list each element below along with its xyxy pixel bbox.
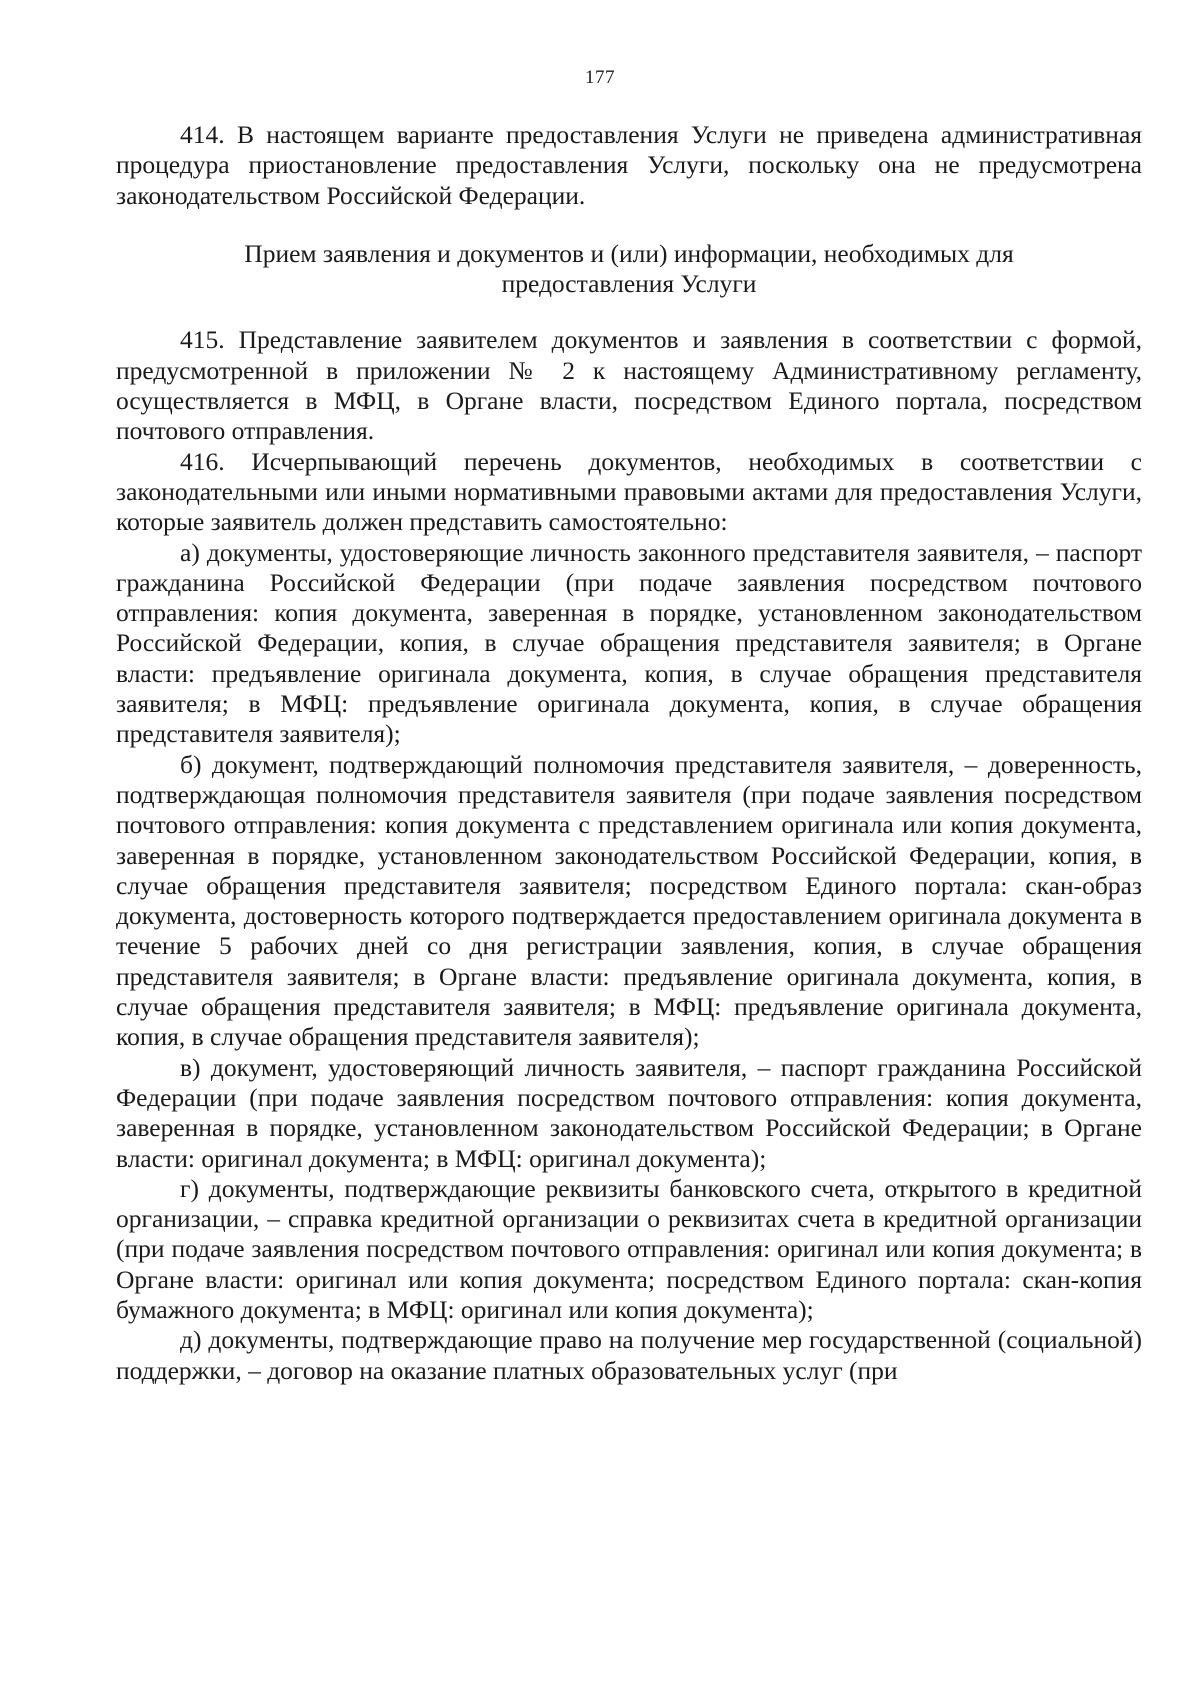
document-body: [116, 120, 1142, 1386]
spacer: [116, 299, 1142, 325]
spacer: [116, 211, 1142, 239]
section-heading: Прием заявления и документов и (или) информации, необходимых для предоставления Услуги: [244, 238, 1014, 299]
paragraph-416: 416. Исчерпывающий перечень документов, необходимых в соответствии с законодательными или иными нормативными правовыми актами для предоставления Услуги, которые заявитель должен представить самостоятельно:: [116, 446, 1142, 537]
paragraph-414: 414. В настоящем варианте предоставления Услуги не приведена административная процедура приостановление предоставления Услуги, поскольку она не предусмотрена законодательством Российской Федерации.: [116, 120, 1142, 210]
list-item-g: г) документы, подтверждающие реквизиты банковского счета, открытого в кредитной организации, – справка кредитной организации о реквизитах счета в кредитной организации (при подаче заявления посредством почтового отправления: оригинал или копия документа; в Органе власти: оригинал или копия документа; посредством Единого портала: скан-копия бумажного документа; в МФЦ: оригинал или копия документа);: [116, 1173, 1142, 1324]
paragraph-415: 415. Представление заявителем документов и заявления в соответствии с формой, предусмотренной в приложении № 2 к настоящему Административному регламенту, осуществляется в МФЦ, в Органе власти, посредством Единого портала, посредством почтового отправления.: [116, 325, 1142, 446]
list-item-d: д) документы, подтверждающие право на получение мер государственной (социальной) поддержки, – договор на оказание платных образовательных услуг (при: [116, 1325, 1142, 1385]
page-number: 177: [585, 67, 615, 88]
list-item-a: а) документы, удостоверяющие личность законного представителя заявителя, – паспорт гражданина Российской Федерации (при подаче заявления посредством почтового отправления: копия документа, заверенная в порядке, установленном законодательством Российской Федерации, копия, в случае обращения представителя заявителя; в Органе власти: предъявление оригинала документа, копия, в случае обращения представителя заявителя; в МФЦ: предъявление оригинала документа, копия, в случае обращения представителя заявителя);: [116, 537, 1142, 749]
list-item-v: в) документ, удостоверяющий личность заявителя, – паспорт гражданина Российской Федерации (при подаче заявления посредством почтового отправления: копия документа, заверенная в порядке, установленном законодательством Российской Федерации; в Органе власти: оригинал документа; в МФЦ: оригинал документа);: [116, 1052, 1142, 1173]
list-item-b: б) документ, подтверждающий полномочия представителя заявителя, – доверенность, подтверждающая полномочия представителя заявителя (при подаче заявления посредством почтового отправления: копия документа с представлением оригинала или копия документа, заверенная в порядке, установленном законодательством Российской Федерации, копия, в случае обращения представителя заявителя; посредством Единого портала: скан-образ документа, достоверность которого подтверждается предоставлением оригинала документа в течение 5 рабочих дней со дня регистрации заявления, копия, в случае обращения представителя заявителя; в Органе власти: предъявление оригинала документа, копия, в случае обращения представителя заявителя; в МФЦ: предъявление оригинала документа, копия, в случае обращения представителя заявителя);: [116, 749, 1142, 1052]
